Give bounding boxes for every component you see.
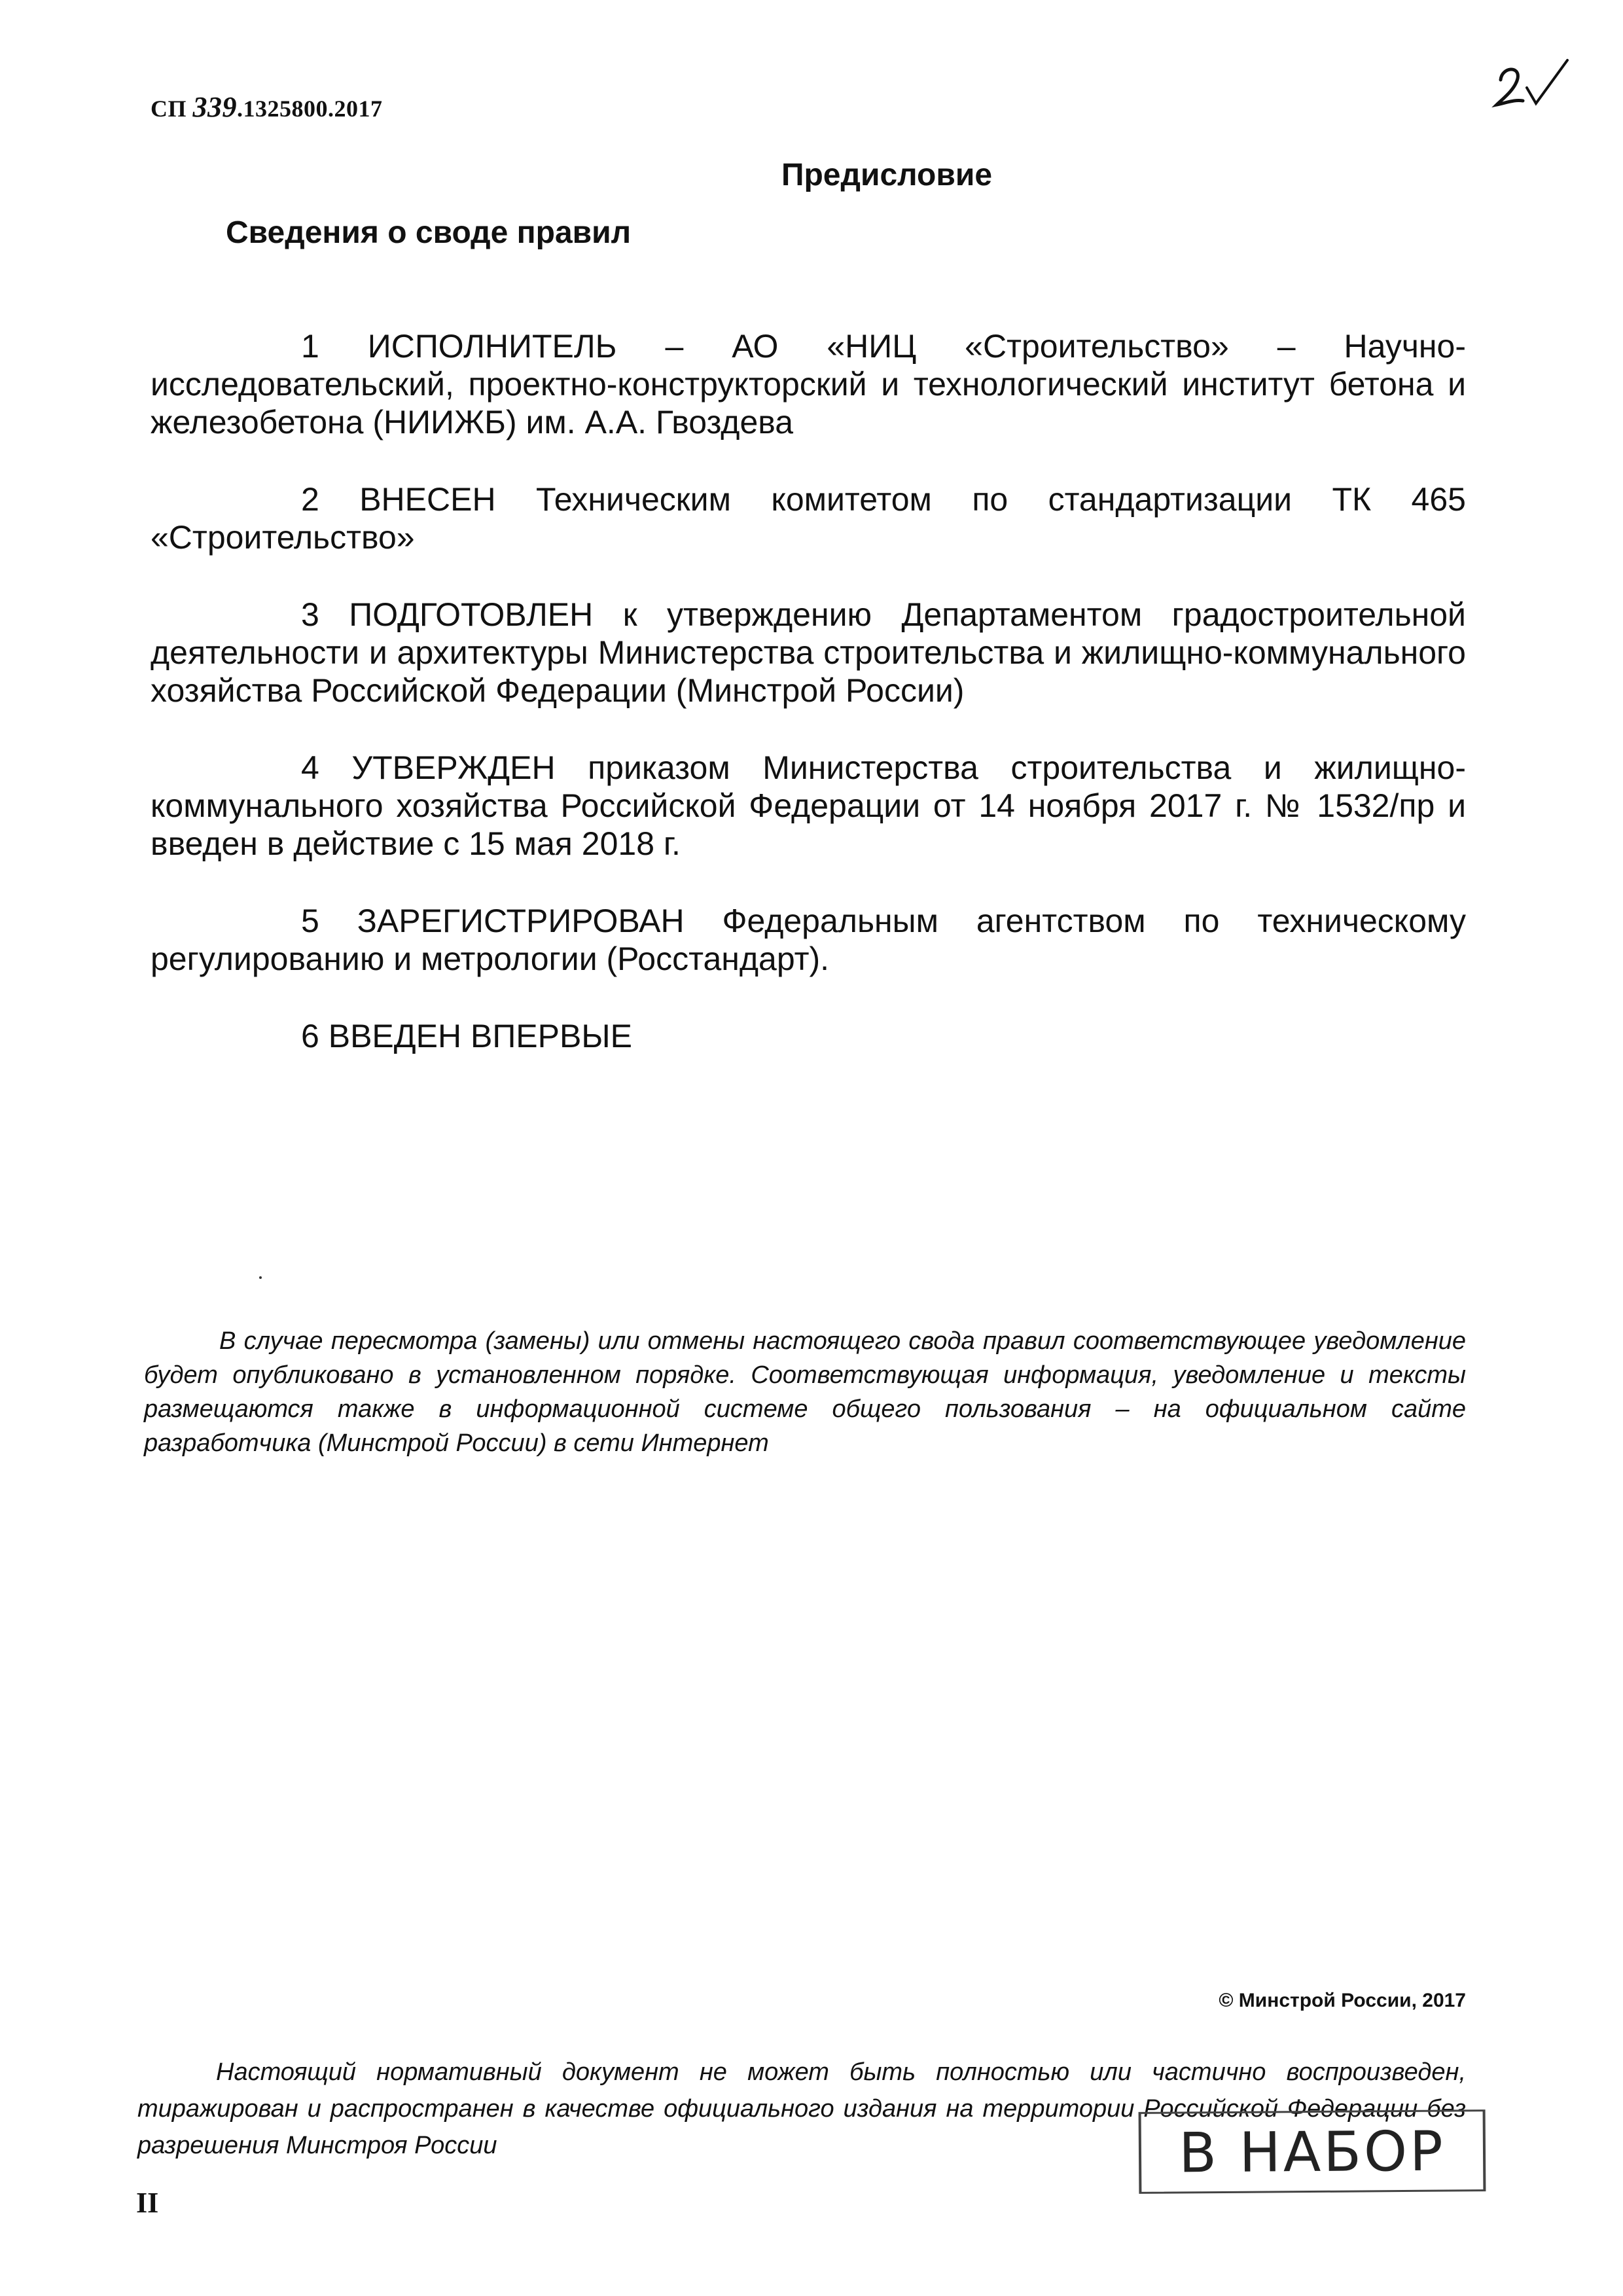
- info-item-text: УТВЕРЖДЕН приказом Министерства строительства и жилищно-коммунального хозяйства Российской Федерации от 14 ноября 2017 г. № 1532/пр и введен в действие с 15 мая 2018 г.: [151, 749, 1466, 862]
- info-item-text: ВВЕДЕН ВПЕРВЫЕ: [328, 1018, 632, 1054]
- info-item: [151, 902, 1466, 978]
- info-item-number: 5: [301, 903, 319, 939]
- info-item-text: ЗАРЕГИСТРИРОВАН Федеральным агентством по техническому регулированию и метрологии (Росстандарт).: [151, 903, 1466, 977]
- info-item-number: 2: [301, 481, 319, 518]
- document-code-suffix: .1325800.2017: [237, 96, 383, 122]
- document-code-prefix: СП: [151, 96, 193, 122]
- info-item: [151, 749, 1466, 863]
- info-items-list: [151, 295, 1466, 1094]
- document-code: [151, 90, 383, 124]
- page-title: Предисловие: [781, 158, 993, 192]
- typeset-stamp: В НАБОР: [1139, 2109, 1486, 2194]
- handwritten-page-mark: [1489, 54, 1574, 113]
- section-subtitle: Сведения о своде правил: [226, 215, 632, 250]
- page-number: II: [136, 2187, 159, 2219]
- document-code-number: 339: [192, 91, 237, 123]
- info-item-number: 3: [301, 596, 319, 633]
- info-item-number: 6: [301, 1018, 319, 1054]
- info-item-text: ПОДГОТОВЛЕН к утверждению Департаментом градостроительной деятельности и архитектуры Министерства строительства и жилищно-коммунального хозяйства Российской Федерации (Минстрой России): [151, 596, 1466, 709]
- scan-dot: [259, 1276, 262, 1279]
- reproduction-disclaimer: Настоящий нормативный документ не может быть полностью или частично воспроизведен, тиражирован и распространен в качестве официального издания на территории Российской Федерации без разрешения Минстроя России: [137, 2058, 1466, 2159]
- info-item: [151, 596, 1466, 709]
- info-item-text: ВНЕСЕН Техническим комитетом по стандартизации ТК 465 «Строительство»: [151, 481, 1466, 556]
- info-item: [151, 480, 1466, 556]
- revision-notice: В случае пересмотра (замены) или отмены настоящего свода правил соответствующее уведомление будет опубликовано в установленном порядке. Соответствующая информация, уведомление и тексты размещаются также в информационной системе общего пользования – на официальном сайте разработчика (Минстрой России) в сети Интернет: [144, 1327, 1466, 1457]
- info-item: [151, 327, 1466, 441]
- copyright-line: © Минстрой России, 2017: [1219, 1990, 1466, 2011]
- info-item-number: 4: [301, 749, 319, 786]
- info-item-text: ИСПОЛНИТЕЛЬ – АО «НИЦ «Строительство» – Научно-исследовательский, проектно-конструкторский и технологический институт бетона и железобетона (НИИЖБ) им. А.А. Гвоздева: [151, 328, 1466, 440]
- info-item-number: 1: [301, 328, 319, 365]
- info-item: [151, 1017, 1466, 1055]
